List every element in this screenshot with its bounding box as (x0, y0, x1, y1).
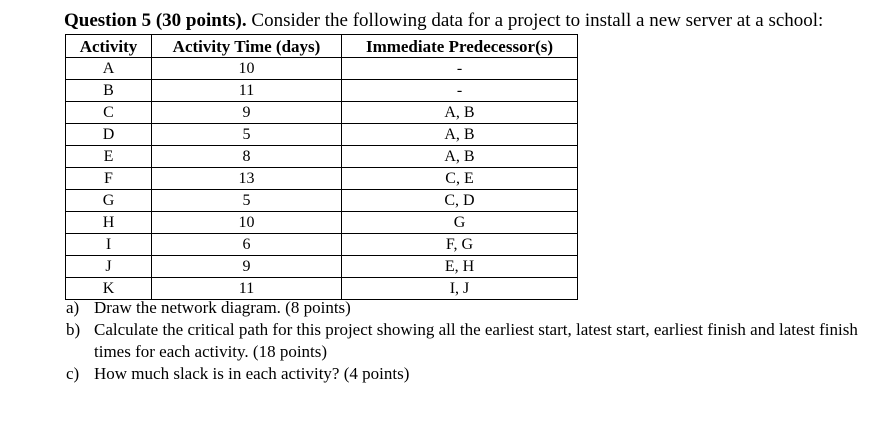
header-activity: Activity (66, 35, 152, 58)
time-cell: 11 (152, 278, 342, 300)
activity-cell: I (66, 234, 152, 256)
header-activity-time: Activity Time (days) (152, 35, 342, 58)
activity-cell: J (66, 256, 152, 278)
time-cell: 10 (152, 212, 342, 234)
activity-cell: B (66, 80, 152, 102)
time-cell: 5 (152, 190, 342, 212)
predecessor-cell: C, D (342, 190, 578, 212)
activity-cell: A (66, 58, 152, 80)
table-row (66, 146, 578, 168)
activity-cell: H (66, 212, 152, 234)
table-row (66, 168, 578, 190)
predecessor-cell: - (342, 58, 578, 80)
header-predecessors: Immediate Predecessor(s) (342, 35, 578, 58)
activity-cell: F (66, 168, 152, 190)
part-a (66, 297, 876, 319)
part-text: How much slack is in each activity? (4 points) (94, 364, 410, 383)
table-row (66, 212, 578, 234)
activity-cell: G (66, 190, 152, 212)
time-cell: 10 (152, 58, 342, 80)
question-text: Consider the following data for a project to install a new server at a school: (251, 10, 824, 31)
time-cell: 5 (152, 124, 342, 146)
part-b (66, 319, 876, 363)
part-label: a) (66, 298, 80, 317)
time-cell: 6 (152, 234, 342, 256)
table-row (66, 102, 578, 124)
part-label: c) (66, 364, 80, 383)
time-cell: 9 (152, 102, 342, 124)
part-text: Calculate the critical path for this project showing all the earliest start, latest start, earliest finish and latest finish times for each activity. (18 points) (94, 320, 858, 361)
predecessor-cell: F, G (342, 234, 578, 256)
activity-table (65, 34, 578, 300)
activity-cell: E (66, 146, 152, 168)
part-text: Draw the network diagram. (8 points) (94, 298, 351, 317)
predecessor-cell: C, E (342, 168, 578, 190)
table-header-row (66, 35, 578, 58)
time-cell: 11 (152, 80, 342, 102)
time-cell: 9 (152, 256, 342, 278)
table-row (66, 124, 578, 146)
activity-cell: C (66, 102, 152, 124)
table-row (66, 80, 578, 102)
predecessor-cell: I, J (342, 278, 578, 300)
activity-cell: D (66, 124, 152, 146)
table-row (66, 234, 578, 256)
table-row (66, 256, 578, 278)
predecessor-cell: E, H (342, 256, 578, 278)
predecessor-cell: - (342, 80, 578, 102)
part-c (66, 363, 876, 385)
predecessor-cell: A, B (342, 146, 578, 168)
activity-cell: K (66, 278, 152, 300)
predecessor-cell: A, B (342, 124, 578, 146)
predecessor-cell: A, B (342, 102, 578, 124)
question-label: Question 5 (30 points). (64, 10, 247, 31)
table-row (66, 58, 578, 80)
table-row (66, 190, 578, 212)
time-cell: 8 (152, 146, 342, 168)
time-cell: 13 (152, 168, 342, 190)
part-label: b) (66, 320, 81, 339)
predecessor-cell: G (342, 212, 578, 234)
question-parts (66, 297, 876, 385)
question-heading (64, 8, 823, 34)
